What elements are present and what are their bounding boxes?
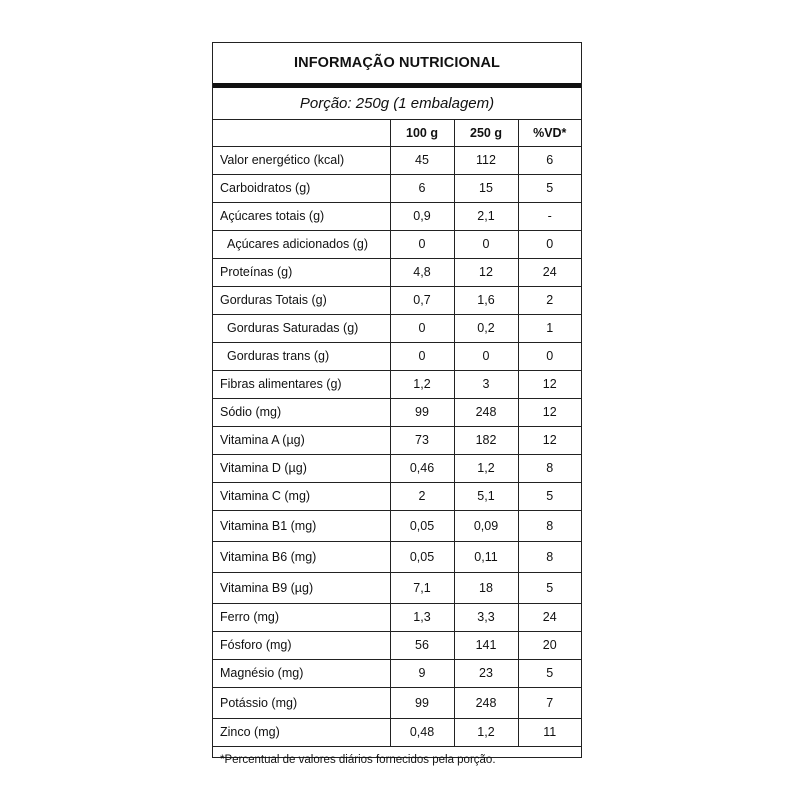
value-per-250g: 1,2 [454,454,518,482]
value-daily-percent: 8 [518,541,581,572]
table-row [213,454,581,482]
value-per-100g: 7,1 [390,572,454,603]
nutrient-name: Proteínas (g) [213,258,390,286]
value-daily-percent: 6 [518,146,581,174]
table-row [213,202,581,230]
table-row [213,370,581,398]
value-per-250g: 23 [454,659,518,687]
value-per-100g: 1,3 [390,603,454,631]
value-per-100g: 6 [390,174,454,202]
value-daily-percent: 8 [518,510,581,541]
nutrient-name: Vitamina A (µg) [213,426,390,454]
nutrient-name: Valor energético (kcal) [213,146,390,174]
value-per-250g: 5,1 [454,482,518,510]
value-per-100g: 0,05 [390,541,454,572]
nutrient-name: Magnésio (mg) [213,659,390,687]
nutrient-name: Gorduras Totais (g) [213,286,390,314]
value-per-250g: 0 [454,342,518,370]
value-per-100g: 9 [390,659,454,687]
value-per-250g: 2,1 [454,202,518,230]
value-daily-percent: 5 [518,482,581,510]
nutrient-name: Fósforo (mg) [213,631,390,659]
table-row [213,398,581,426]
value-per-250g: 0,11 [454,541,518,572]
value-per-100g: 99 [390,687,454,718]
value-daily-percent: 24 [518,258,581,286]
value-daily-percent: 12 [518,426,581,454]
value-per-100g: 99 [390,398,454,426]
nutrient-name: Fibras alimentares (g) [213,370,390,398]
value-per-100g: 0,05 [390,510,454,541]
header-per-250g: 250 g [454,120,518,146]
table-row [213,510,581,541]
portion-size: Porção: 250g (1 embalagem) [213,88,581,120]
table-row [213,258,581,286]
value-per-100g: 1,2 [390,370,454,398]
value-per-100g: 0,9 [390,202,454,230]
table-row [213,230,581,258]
header-per-100g: 100 g [390,120,454,146]
nutrient-name: Vitamina C (mg) [213,482,390,510]
table-row [213,314,581,342]
value-daily-percent: 0 [518,342,581,370]
value-per-250g: 1,2 [454,718,518,746]
value-per-100g: 0 [390,342,454,370]
nutrient-name: Vitamina D (µg) [213,454,390,482]
value-daily-percent: 12 [518,398,581,426]
value-per-100g: 0,48 [390,718,454,746]
table-row [213,174,581,202]
table-row [213,687,581,718]
value-per-250g: 0,2 [454,314,518,342]
value-daily-percent: 1 [518,314,581,342]
table-row [213,659,581,687]
value-daily-percent: - [518,202,581,230]
nutrient-name: Vitamina B6 (mg) [213,541,390,572]
value-per-250g: 141 [454,631,518,659]
nutrient-name: Açúcares adicionados (g) [213,230,390,258]
value-per-100g: 4,8 [390,258,454,286]
nutrient-name: Açúcares totais (g) [213,202,390,230]
value-per-100g: 0,7 [390,286,454,314]
nutrition-facts-label [212,42,582,766]
value-per-250g: 0,09 [454,510,518,541]
value-daily-percent: 2 [518,286,581,314]
footnote: *Percentual de valores diários fornecidos pela porção. [213,746,581,773]
value-per-100g: 45 [390,146,454,174]
nutrient-name: Gorduras trans (g) [213,342,390,370]
value-daily-percent: 5 [518,174,581,202]
value-per-250g: 3,3 [454,603,518,631]
value-per-250g: 12 [454,258,518,286]
table-row [213,426,581,454]
value-daily-percent: 5 [518,659,581,687]
table-row [213,572,581,603]
value-daily-percent: 11 [518,718,581,746]
nutrient-name: Potássio (mg) [213,687,390,718]
value-daily-percent: 0 [518,230,581,258]
value-per-250g: 1,6 [454,286,518,314]
value-per-100g: 56 [390,631,454,659]
table-row [213,718,581,746]
nutrient-name: Gorduras Saturadas (g) [213,314,390,342]
value-daily-percent: 5 [518,572,581,603]
value-daily-percent: 24 [518,603,581,631]
nutrient-name: Vitamina B1 (mg) [213,510,390,541]
value-per-250g: 18 [454,572,518,603]
nutrient-name: Ferro (mg) [213,603,390,631]
value-per-250g: 248 [454,687,518,718]
value-per-100g: 0,46 [390,454,454,482]
header-nutrient [213,120,390,146]
value-daily-percent: 7 [518,687,581,718]
nutrient-name: Carboidratos (g) [213,174,390,202]
table-row [213,342,581,370]
value-per-250g: 3 [454,370,518,398]
nutrition-table [213,120,581,746]
table-row [213,482,581,510]
table-header-row [213,120,581,146]
value-per-250g: 248 [454,398,518,426]
value-per-100g: 73 [390,426,454,454]
value-per-100g: 2 [390,482,454,510]
table-row [213,541,581,572]
value-per-100g: 0 [390,230,454,258]
value-daily-percent: 12 [518,370,581,398]
table-row [213,286,581,314]
value-per-250g: 182 [454,426,518,454]
nutrient-name: Zinco (mg) [213,718,390,746]
table-row [213,631,581,659]
value-daily-percent: 8 [518,454,581,482]
value-per-250g: 112 [454,146,518,174]
nutrient-name: Vitamina B9 (µg) [213,572,390,603]
value-per-250g: 15 [454,174,518,202]
nutrient-name: Sódio (mg) [213,398,390,426]
nutrient-rows [213,146,581,746]
value-per-100g: 0 [390,314,454,342]
value-daily-percent: 20 [518,631,581,659]
label-title: INFORMAÇÃO NUTRICIONAL [213,43,581,88]
header-daily-value: %VD* [518,120,581,146]
table-row [213,146,581,174]
value-per-250g: 0 [454,230,518,258]
table-row [213,603,581,631]
